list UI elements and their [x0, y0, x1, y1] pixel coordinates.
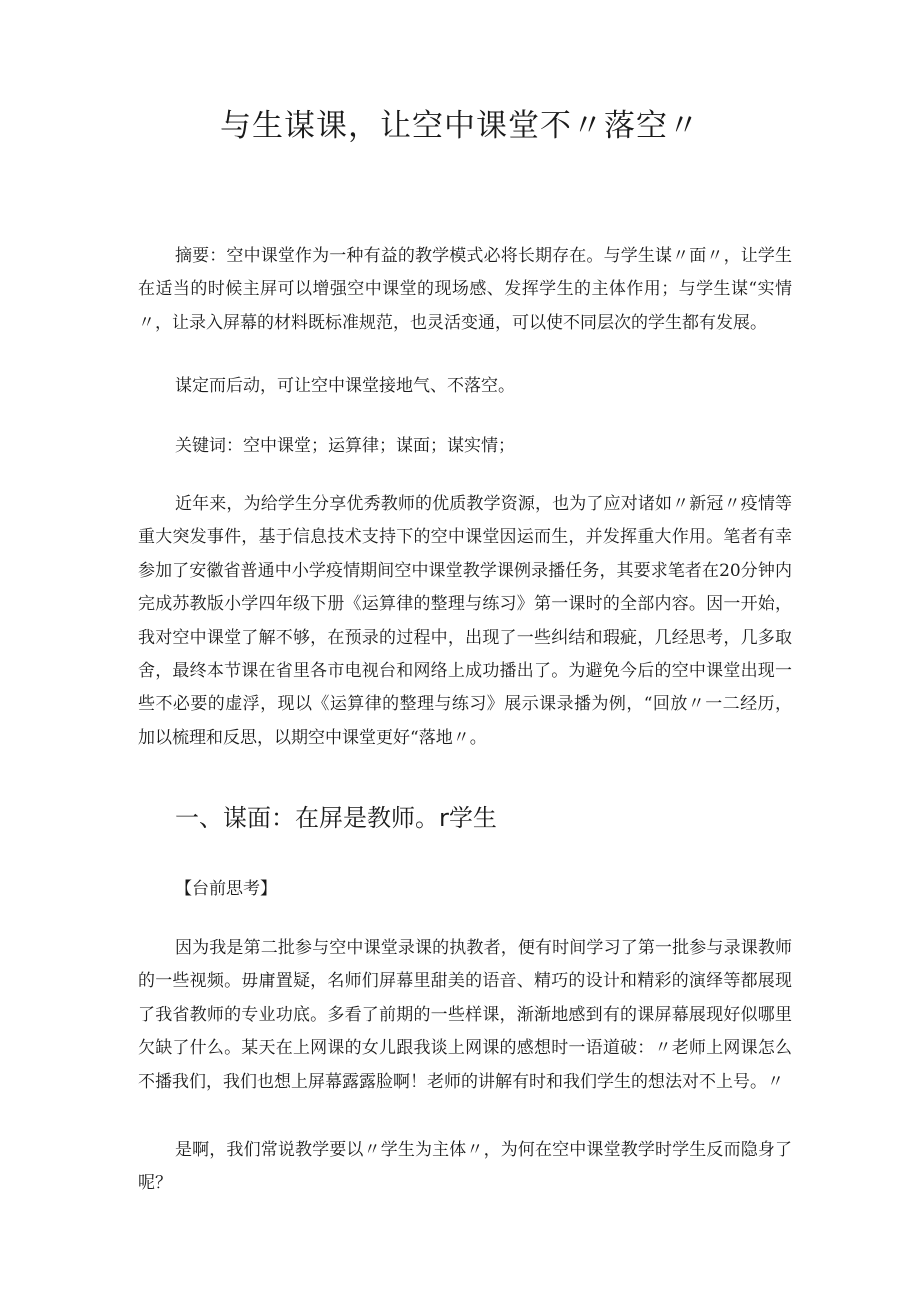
abstract-paragraph: 摘要：空中课堂作为一种有益的教学模式必将长期存在。与学生谋〃面〃，让学生在适当的时候主屏可以增强空中课堂的现场感、发挥学生的主体作用；与学生谋“实情〃，让录入屏幕的材料既标准规范，也灵活变通，可以使不同层次的学生都有发展。: [138, 246, 792, 333]
abstract-conclusion-paragraph: 谋定而后动，可让空中课堂接地气、不落空。: [175, 376, 515, 396]
section-paragraph-1: 因为我是第二批参与空中课堂录课的执教者，便有时间学习了第一批参与录课教师的一些视频。毋庸置疑，名师们屏幕里甜美的语音、精巧的设计和精彩的演绎等都展现了我省教师的专业功底。多看了前期的一些样课，渐渐地感到有的课屏幕展现好似哪里欠缺了什么。某天在上网课的女儿跟我谈上网课的感想时一语道破：〃老师上网课怎么不播我们，我们也想上屏幕露露脸啊！老师的讲解有时和我们学生的想法对不上号。〃: [138, 938, 792, 1092]
section-paragraph-2: 是啊，我们常说教学要以〃学生为主体〃，为何在空中课堂教学时学生反而隐身了呢？: [138, 1140, 792, 1194]
section-subheading: 【台前思考】: [175, 879, 277, 899]
keywords-paragraph: 关键词：空中课堂；运算律；谋面；谋实情；: [175, 436, 515, 456]
intro-paragraph: 近年来，为给学生分享优秀教师的优质教学资源，也为了应对诸如〃新冠〃疫情等重大突发事件，基于信息技术支持下的空中课堂因运而生，并发挥重大作用。笔者有幸参加了安徽省普通中小学疫情期间空中课堂教学课例录播任务，其要求笔者在20分钟内完成苏教版小学四年级下册《运算律的整理与练习》第一课时的全部内容。因一开始，我对空中课堂了解不够，在预录的过程中，出现了一些纠结和瑕疵，几经思考，几多取舍，最终本节课在省里各市电视台和网络上成功播出了。为避免今后的空中课堂出现一些不必要的虚浮，现以《运算律的整理与练习》展示课录播为例，“回放〃一二经历，加以梳理和反思，以期空中课堂更好“落地〃。: [138, 494, 792, 748]
section-heading: 一、谋面：在屏是教师。r学生: [175, 804, 497, 832]
document-title: 与生谋课，让空中课堂不〃落空〃: [220, 108, 700, 144]
